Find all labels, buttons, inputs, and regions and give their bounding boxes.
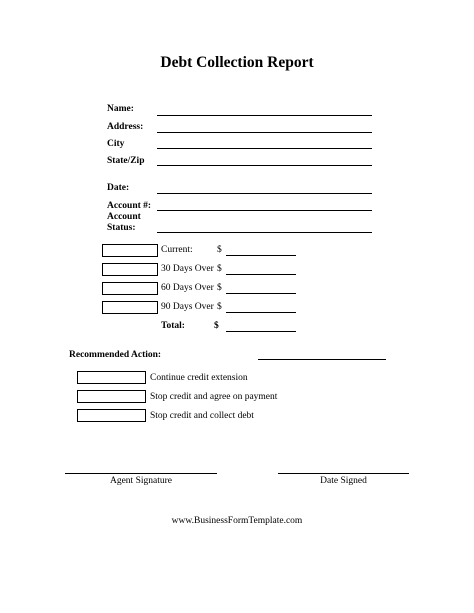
60-days-dollar-sign: $ <box>217 283 222 293</box>
current-checkbox[interactable] <box>102 244 158 257</box>
date-label: Date: <box>107 183 130 193</box>
footer-website: www.BusinessFormTemplate.com <box>171 516 303 526</box>
account-status-label-line1: Account <box>107 212 141 222</box>
state-zip-input-line[interactable] <box>157 165 372 166</box>
continue-credit-label: Continue credit extension <box>150 373 248 383</box>
current-label: Current: <box>161 245 193 255</box>
30-days-dollar-sign: $ <box>217 264 222 274</box>
account-status-label-line2: Status: <box>107 223 136 233</box>
90-days-amount-line[interactable] <box>226 312 296 313</box>
date-signed-label: Date Signed <box>320 476 367 486</box>
name-input-line[interactable] <box>157 115 372 116</box>
form-title: Debt Collection Report <box>160 54 314 71</box>
90-days-label: 90 Days Over <box>161 302 214 312</box>
total-amount-line[interactable] <box>226 331 296 332</box>
current-amount-line[interactable] <box>226 255 296 256</box>
30-days-label: 30 Days Over <box>161 264 214 274</box>
name-label: Name: <box>107 104 134 114</box>
city-label: City <box>107 139 125 149</box>
city-input-line[interactable] <box>157 148 372 149</box>
collect-debt-checkbox[interactable] <box>77 409 146 422</box>
total-label: Total: <box>161 321 185 331</box>
agree-payment-label: Stop credit and agree on payment <box>150 392 278 402</box>
date-input-line[interactable] <box>157 193 372 194</box>
recommended-action-line[interactable] <box>258 359 386 360</box>
continue-credit-checkbox[interactable] <box>77 371 146 384</box>
60-days-amount-line[interactable] <box>226 293 296 294</box>
30-days-checkbox[interactable] <box>102 263 158 276</box>
90-days-checkbox[interactable] <box>102 301 158 314</box>
account-number-input-line[interactable] <box>157 210 372 211</box>
collect-debt-label: Stop credit and collect debt <box>150 411 254 421</box>
date-signed-line[interactable] <box>278 473 409 474</box>
recommended-action-label: Recommended Action: <box>69 350 162 360</box>
account-number-label: Account #: <box>107 201 152 211</box>
address-label: Address: <box>107 122 144 132</box>
current-dollar-sign: $ <box>217 245 222 255</box>
agent-signature-label: Agent Signature <box>109 476 172 486</box>
60-days-checkbox[interactable] <box>102 282 158 295</box>
address-input-line[interactable] <box>157 132 372 133</box>
60-days-label: 60 Days Over <box>161 283 214 293</box>
account-status-input-line[interactable] <box>157 232 372 233</box>
state-zip-label: State/Zip <box>107 156 145 166</box>
30-days-amount-line[interactable] <box>226 274 296 275</box>
agent-signature-line[interactable] <box>65 473 217 474</box>
90-days-dollar-sign: $ <box>217 302 222 312</box>
agree-payment-checkbox[interactable] <box>77 390 146 403</box>
total-dollar-sign: $ <box>214 321 219 331</box>
